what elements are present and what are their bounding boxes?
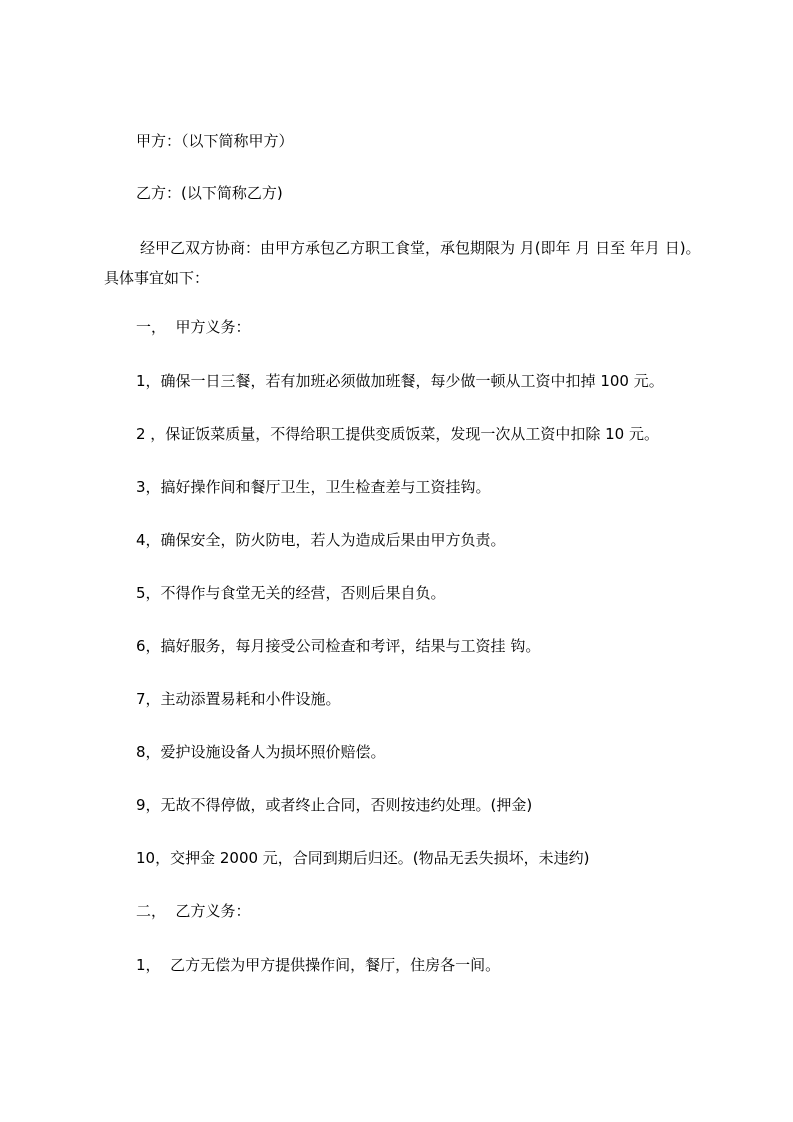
section-2-heading: 二， 乙方义务： xyxy=(136,902,251,920)
party-b-line: 乙方：(以下简称乙方) xyxy=(136,184,283,202)
party-a-line: 甲方：（以下简称甲方） xyxy=(136,132,294,150)
section-1-item: 9，无故不得停做，或者终止合同，否则按违约处理。(押金) xyxy=(136,796,533,814)
section-1-heading: 一， 甲方义务： xyxy=(136,318,251,336)
section-1-item: 1，确保一日三餐，若有加班必须做加班餐，每少做一顿从工资中扣掉 100 元。 xyxy=(136,372,664,390)
section-2-item: 1， 乙方无偿为甲方提供操作间，餐厅，住房各一间。 xyxy=(136,956,501,974)
intro-paragraph: 经甲乙双方协商：由甲方承包乙方职工食堂，承包期限为 月(即年 月 日至 年月 日)。具体事宜如下： xyxy=(104,239,701,287)
section-1-item: 3，搞好操作间和餐厅卫生，卫生检查差与工资挂钩。 xyxy=(136,478,491,496)
section-1-item: 8，爱护设施设备人为损坏照价赔偿。 xyxy=(136,743,386,761)
section-1-item: 6，搞好服务，每月接受公司检查和考评，结果与工资挂 钩。 xyxy=(136,637,541,655)
section-1-item: 2 ，保证饭菜质量，不得给职工提供变质饭菜，发现一次从工资中扣除 10 元。 xyxy=(136,425,659,443)
section-1-item: 4，确保安全，防火防电，若人为造成后果由甲方负责。 xyxy=(136,531,506,549)
section-1-item: 10，交押金 2000 元，合同到期后归还。(物品无丢失损坏，未违约) xyxy=(136,849,590,867)
section-1-item: 5，不得作与食堂无关的经营，否则后果自负。 xyxy=(136,584,446,602)
section-1-item: 7，主动添置易耗和小件设施。 xyxy=(136,690,341,708)
